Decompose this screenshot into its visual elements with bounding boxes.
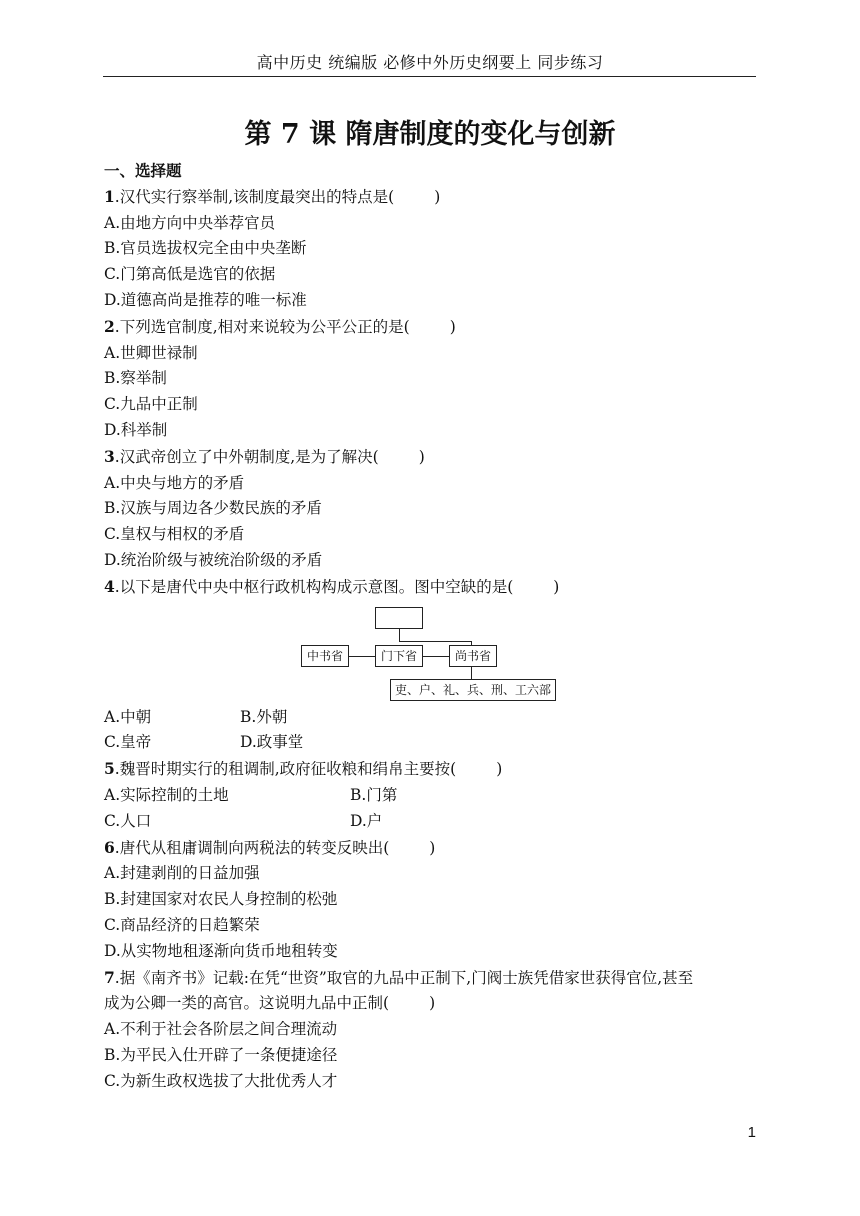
q6-option-b[interactable]: B.封建国家对农民人身控制的松弛 xyxy=(104,890,338,909)
q7-option-a[interactable]: A.不利于社会各阶层之间合理流动 xyxy=(104,1020,338,1039)
question-text: .魏晋时期实行的租调制,政府征收粮和绢帛主要按( xyxy=(114,760,457,779)
question-number: 4 xyxy=(104,576,115,596)
question-number: 2 xyxy=(104,316,115,336)
q4-option-d[interactable]: D.政事堂 xyxy=(240,733,304,752)
question-1-stem xyxy=(104,184,764,211)
page-header: 高中历史 统编版 必修中外历史纲要上 同步练习 xyxy=(256,53,604,72)
question-number: 7 xyxy=(104,967,115,987)
question-text: .汉武帝创立了中外朝制度,是为了解决( xyxy=(114,447,379,466)
q5-option-a[interactable]: A.实际控制的土地 xyxy=(104,785,229,804)
q4-option-c[interactable]: C.皇帝 xyxy=(104,733,152,752)
diagram-box-shangshu: 尚书省 xyxy=(449,645,497,667)
q2-option-a[interactable]: A.世卿世禄制 xyxy=(104,343,198,362)
section-heading: 一、选择题 xyxy=(104,161,182,180)
close-paren: ) xyxy=(449,317,456,336)
q1-option-b[interactable]: B.官员选拔权完全由中央垄断 xyxy=(104,239,307,258)
q2-option-d[interactable]: D.科举制 xyxy=(104,420,168,439)
close-paren: ) xyxy=(553,577,560,596)
question-6-stem xyxy=(104,835,764,862)
q3-option-a[interactable]: A.中央与地方的矛盾 xyxy=(104,473,245,492)
close-paren: ) xyxy=(418,447,425,466)
question-number: 3 xyxy=(104,446,115,466)
close-paren: ) xyxy=(429,994,436,1013)
close-paren: ) xyxy=(434,187,441,206)
question-2-stem xyxy=(104,314,764,341)
q1-option-a[interactable]: A.由地方向中央举荐官员 xyxy=(104,213,276,232)
close-paren: ) xyxy=(496,760,503,779)
question-text: 成为公卿一类的高官。这说明九品中正制( xyxy=(104,994,390,1013)
question-5-stem xyxy=(104,756,764,783)
q5-option-b[interactable]: B.门第 xyxy=(350,785,398,804)
q5-option-d[interactable]: D.户 xyxy=(350,811,383,830)
question-number: 5 xyxy=(104,759,115,779)
q2-option-c[interactable]: C.九品中正制 xyxy=(104,395,198,414)
connector-line xyxy=(399,641,471,642)
page-number: 1 xyxy=(747,1124,756,1141)
close-paren: ) xyxy=(429,838,436,857)
question-4-stem xyxy=(104,574,764,601)
q1-option-c[interactable]: C.门第高低是选官的依据 xyxy=(104,265,276,284)
question-3-stem xyxy=(104,444,764,471)
question-7-stem-line-2 xyxy=(104,991,764,1017)
q6-option-a[interactable]: A.封建剥削的日益加强 xyxy=(104,864,260,883)
connector-line xyxy=(471,667,472,679)
q4-options-row-2 xyxy=(104,730,764,756)
q7-option-c[interactable]: C.为新生政权选拔了大批优秀人才 xyxy=(104,1071,338,1090)
q3-option-d[interactable]: D.统治阶级与被统治阶级的矛盾 xyxy=(104,550,323,569)
q4-option-a[interactable]: A.中朝 xyxy=(104,707,152,726)
q7-option-b[interactable]: B.为平民入仕开辟了一条便捷途径 xyxy=(104,1045,338,1064)
header-rule xyxy=(103,76,756,77)
q4-options-row-1 xyxy=(104,705,764,731)
question-text: .以下是唐代中央中枢行政机构构成示意图。图中空缺的是( xyxy=(114,577,514,596)
connector-line xyxy=(423,656,449,657)
q1-option-d[interactable]: D.道德高尚是推荐的唯一标准 xyxy=(104,290,307,309)
diagram-blank-box xyxy=(375,607,423,629)
q4-option-b[interactable]: B.外朝 xyxy=(240,707,288,726)
diagram-box-zhongshu: 中书省 xyxy=(301,645,349,667)
diagram-box-six-ministries: 吏、户、礼、兵、刑、工六部 xyxy=(390,679,556,701)
connector-line xyxy=(349,656,375,657)
question-list xyxy=(104,158,764,1095)
question-number: 6 xyxy=(104,837,115,857)
diagram-box-menxia: 门下省 xyxy=(375,645,423,667)
question-text: .据《南齐书》记载:在凭“世资”取官的九品中正制下,门阀士族凭借家世获得官位,甚至 xyxy=(114,968,694,987)
q6-option-c[interactable]: C.商品经济的日趋繁荣 xyxy=(104,915,260,934)
question-text: .下列选官制度,相对来说较为公平公正的是( xyxy=(114,317,410,336)
question-text: .唐代从租庸调制向两税法的转变反映出( xyxy=(114,838,390,857)
q5-option-c[interactable]: C.人口 xyxy=(104,811,152,830)
lesson-title: 第 7 课 隋唐制度的变化与创新 xyxy=(244,119,616,150)
q2-option-b[interactable]: B.察举制 xyxy=(104,369,167,388)
question-text: .汉代实行察举制,该制度最突出的特点是( xyxy=(114,187,395,206)
government-structure-diagram xyxy=(104,601,764,705)
q5-options-row-2 xyxy=(104,809,764,835)
q5-options-row-1 xyxy=(104,783,764,809)
q3-option-c[interactable]: C.皇权与相权的矛盾 xyxy=(104,525,245,544)
q6-option-d[interactable]: D.从实物地租逐渐向货币地租转变 xyxy=(104,941,338,960)
question-number: 1 xyxy=(104,186,115,206)
q3-option-b[interactable]: B.汉族与周边各少数民族的矛盾 xyxy=(104,499,322,518)
connector-line xyxy=(399,629,400,641)
question-7-stem-line-1 xyxy=(104,965,764,992)
